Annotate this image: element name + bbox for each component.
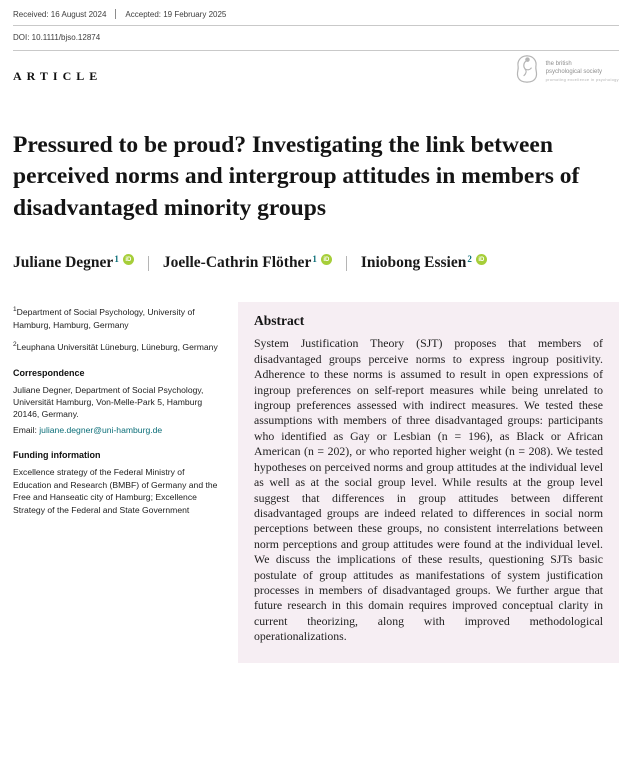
affiliation-2-text: Leuphana Universität Lüneburg, Lüneburg, Germany bbox=[16, 342, 218, 353]
left-sidebar bbox=[13, 302, 221, 519]
author-1-affiliation-sup: 1 bbox=[114, 254, 119, 265]
affiliation-1-text: Department of Social Psychology, University of Hamburg, Hamburg, Germany bbox=[13, 307, 195, 330]
author-2 bbox=[163, 254, 332, 272]
affiliation-1-sup: 1 bbox=[13, 306, 17, 314]
email-label: Email: bbox=[13, 424, 40, 435]
author-divider bbox=[148, 256, 149, 271]
affiliation-1 bbox=[13, 305, 221, 331]
article-type-label: ARTICLE bbox=[13, 69, 103, 83]
funding-text: Excellence strategy of the Federal Ministry of Education and Research (BMBF) of Germany and the Free and Hanseatic city of Hamburg; Excellence Strategy of the Federal and State Government bbox=[13, 467, 218, 515]
doi-text: DOI: 10.1111/bjso.12874 bbox=[13, 33, 101, 42]
orcid-icon[interactable]: iD bbox=[123, 254, 134, 265]
page-title: Pressured to be proud? Investigating the link between perceived norms and intergroup attitudes in members of disadvantaged minority groups bbox=[13, 132, 580, 221]
author-1-name: Juliane Degner bbox=[13, 254, 114, 272]
logo-line1: the british bbox=[545, 61, 572, 68]
affiliation-2 bbox=[13, 340, 221, 353]
dates-row bbox=[13, 6, 619, 25]
correspondence-text: Juliane Degner, Department of Social Psychology, Universität Hamburg, Von-Melle-Park 5, Hamburg 20146, Germany. bbox=[13, 384, 204, 420]
article-header-row bbox=[13, 52, 619, 90]
publisher-logo-text bbox=[546, 61, 619, 82]
accepted-date: Accepted: 19 February 2025 bbox=[125, 9, 227, 19]
funding-heading: Funding information bbox=[13, 450, 101, 461]
author-3 bbox=[361, 254, 487, 272]
dates-divider bbox=[115, 9, 116, 19]
affiliation-2-sup: 2 bbox=[13, 341, 17, 349]
orcid-icon[interactable]: iD bbox=[476, 254, 487, 265]
bps-logo-icon bbox=[512, 53, 542, 90]
correspondence-heading: Correspondence bbox=[13, 367, 85, 378]
author-2-name: Joelle-Cathrin Flöther bbox=[162, 254, 312, 272]
publisher-logo bbox=[512, 53, 619, 90]
logo-line2: psychological society bbox=[545, 68, 603, 75]
logo-tagline: promoting excellence in psychology bbox=[545, 76, 619, 82]
correspondence-email-line bbox=[13, 424, 221, 436]
orcid-icon[interactable]: iD bbox=[321, 254, 332, 265]
email-link[interactable]: juliane.degner@uni-hamburg.de bbox=[39, 424, 163, 435]
author-list bbox=[13, 254, 619, 272]
abstract-text: System Justification Theory (SJT) proposes that members of disadvantaged groups perceive norms to express ingroup positivity. Adherence to these norms is assumed to result in open expressions of ingroup preferences on self-report measures while being unrelated to ingroup preferences assessed with indirect measures. We tested these assumptions with members of three disadvantaged groups: participants who identified as Gay or Lesbian (n = 196), as Black or African American (n = 202), or who reported higher weight (n = 208). We tested hypotheses on perceived norms and group attitudes at the individual level as well as at the social group level. While results at the group level suggest that differences in group attitudes between different disadvantaged groups are indeed related to differences in social norm perceptions between these groups, no consistent interrelations between norm perceptions and group attitudes were found at the individual level. We discuss the implications of these results, questioning SJTs basic postulate of group attitudes as manifestations of system justification processes in members of disadvantaged groups. We further argue that future research in this domain requires improved conceptual clarity in current theorizing, along with improved methodological operationalizations. bbox=[254, 336, 603, 644]
author-2-affiliation-sup: 1 bbox=[312, 254, 317, 265]
abstract-heading: Abstract bbox=[254, 313, 305, 329]
abstract-box bbox=[238, 302, 619, 662]
author-3-name: Iniobong Essien bbox=[360, 254, 467, 272]
author-1 bbox=[13, 254, 134, 272]
received-date: Received: 16 August 2024 bbox=[13, 9, 107, 19]
doi-rule bbox=[13, 50, 619, 51]
author-3-affiliation-sup: 2 bbox=[467, 254, 472, 265]
author-divider bbox=[346, 256, 347, 271]
body-columns bbox=[13, 302, 619, 662]
